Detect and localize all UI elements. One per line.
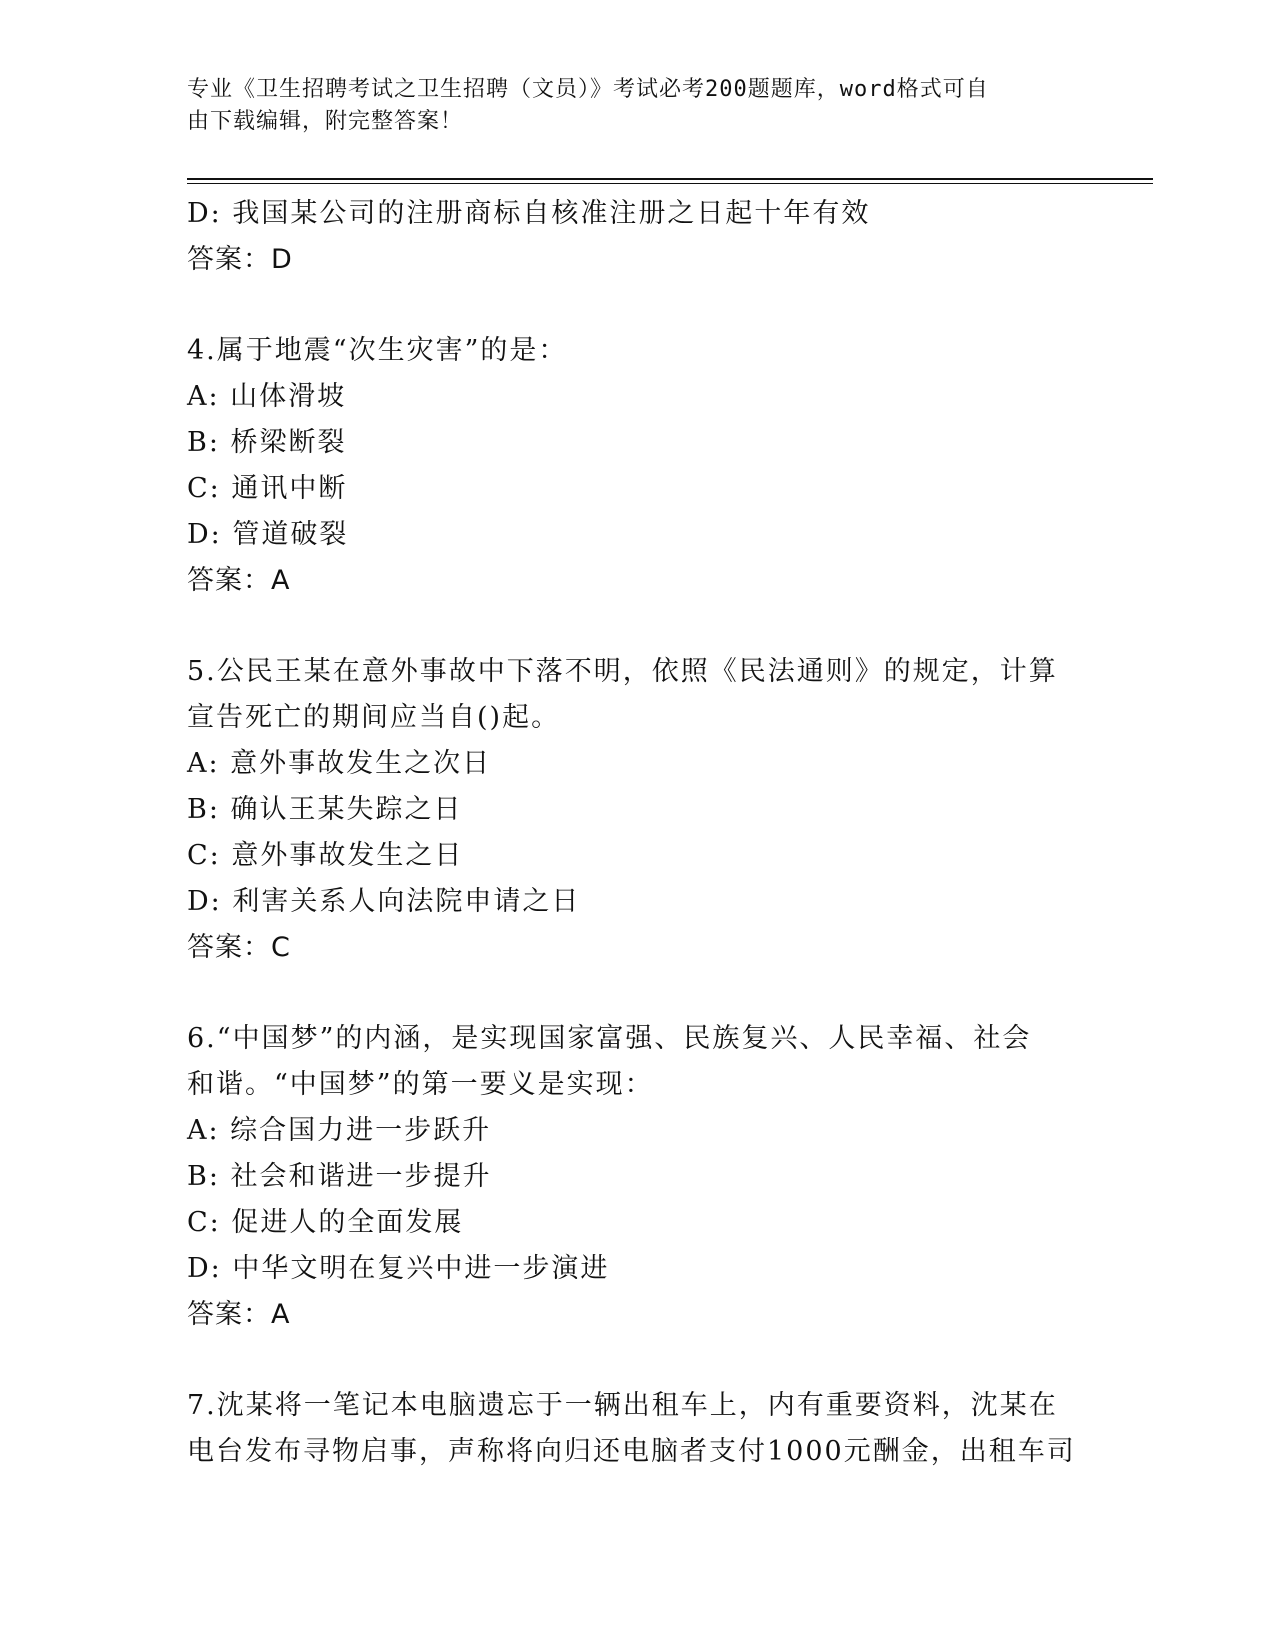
option-c: C: 意外事故发生之日: [187, 840, 464, 871]
header-divider-thick: [187, 178, 1153, 180]
question-4: [187, 328, 1087, 604]
option-d: D: 利害关系人向法院申请之日: [187, 886, 581, 917]
option-c: C: 通讯中断: [187, 473, 348, 504]
option-b: B: 确认王某失踪之日: [187, 794, 463, 825]
question-stem-line-2: 和谐。“中国梦”的第一要义是实现：: [187, 1069, 654, 1100]
answer: 答案：A: [187, 565, 291, 596]
header-line-1: 专业《卫生招聘考试之卫生招聘（文员）》考试必考200题题库，word格式可自: [187, 77, 989, 102]
question-7: [187, 1383, 1087, 1475]
answer: 答案：A: [187, 1299, 291, 1330]
header-line-2: 由下载编辑，附完整答案！: [187, 109, 464, 134]
option-d: D: 管道破裂: [187, 519, 349, 550]
question-3-tail: [187, 191, 1087, 283]
question-5: [187, 649, 1087, 971]
spacer: [187, 1338, 1087, 1383]
question-stem-line-2: 电台发布寻物启事，声称将向归还电脑者支付1000元酬金，出租车司: [187, 1436, 1076, 1467]
spacer: [187, 283, 1087, 328]
question-stem-line-2: 宣告死亡的期间应当自()起。: [187, 702, 561, 733]
option-a: A: 山体滑坡: [187, 381, 347, 412]
answer: 答案：C: [187, 932, 291, 963]
question-6: [187, 1016, 1087, 1338]
spacer: [187, 971, 1087, 1016]
option-b: B: 桥梁断裂: [187, 427, 347, 458]
question-stem: 4.属于地震“次生灾害”的是：: [187, 335, 568, 366]
document-header: [187, 74, 1067, 138]
question-stem-line-1: 5.公民王某在意外事故中下落不明，依照《民法通则》的规定，计算: [187, 656, 1058, 687]
question-stem-line-1: 7.沈某将一笔记本电脑遗忘于一辆出租车上，内有重要资料，沈某在: [187, 1390, 1058, 1421]
option-b: B: 社会和谐进一步提升: [187, 1161, 492, 1192]
option-c: C: 促进人的全面发展: [187, 1207, 464, 1238]
header-divider-thin: [187, 183, 1153, 184]
question-stem-line-1: 6.“中国梦”的内涵，是实现国家富强、民族复兴、人民幸福、社会: [187, 1023, 1032, 1054]
option-a: A: 综合国力进一步跃升: [187, 1115, 492, 1146]
option-d: D: 我国某公司的注册商标自核准注册之日起十年有效: [187, 198, 871, 229]
option-d: D: 中华文明在复兴中进一步演进: [187, 1253, 610, 1284]
option-a: A: 意外事故发生之次日: [187, 748, 492, 779]
answer: 答案：D: [187, 244, 293, 275]
question-list: [187, 191, 1087, 1475]
spacer: [187, 604, 1087, 649]
